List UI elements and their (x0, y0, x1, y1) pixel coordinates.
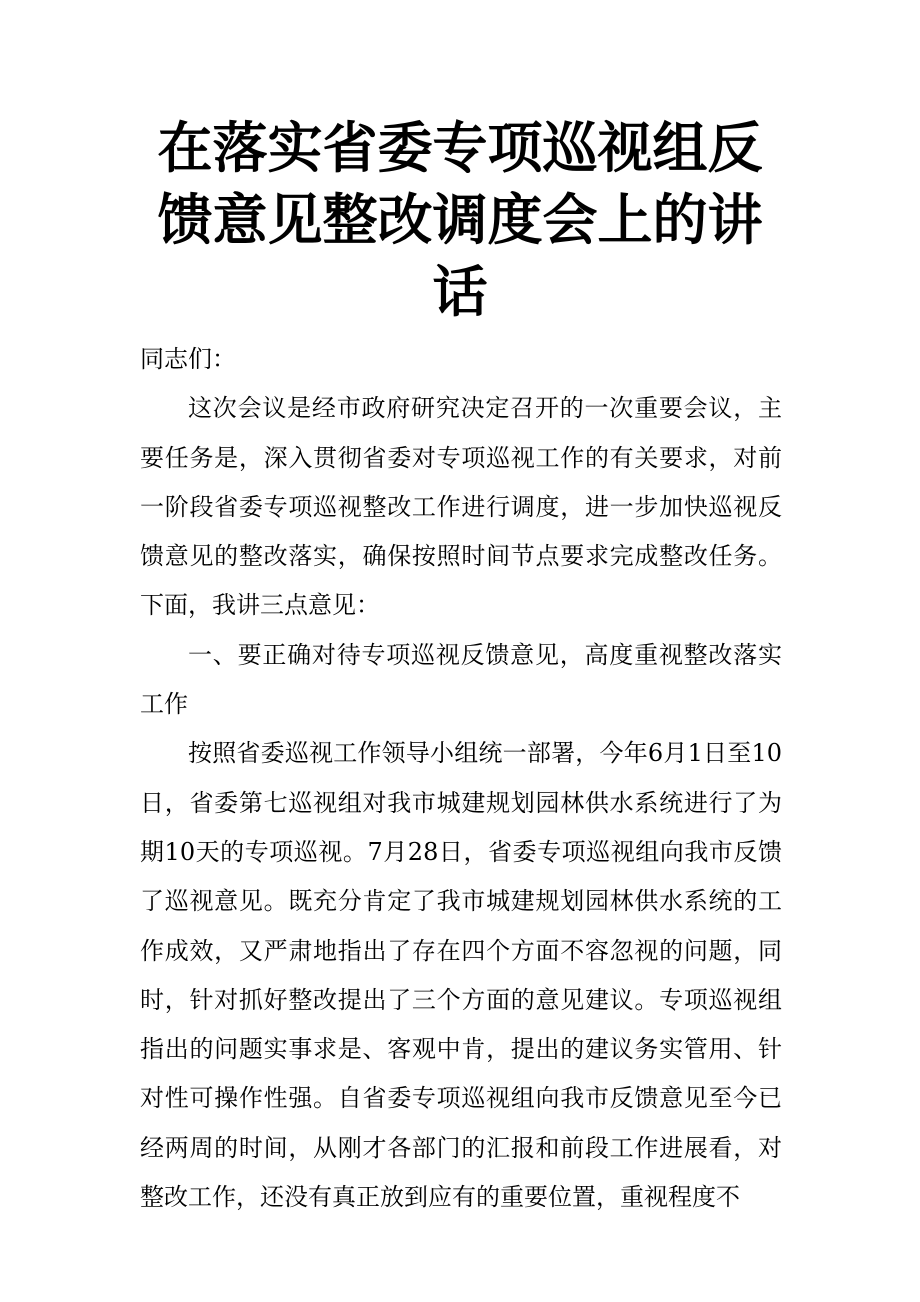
salutation: 同志们： (140, 345, 236, 373)
paragraph-intro: 这次会议是经市政府研究决定召开的一次重要会议，主要任务是，深入贯彻省委对专项巡视工作的有关要求，对前一阶段省委专项巡视整改工作进行调度，进一步加快巡视反馈意见的整改落实，确保按照时间节点要求完成整改任务。下面，我讲三点意见： (140, 394, 782, 620)
document-body (140, 335, 782, 1222)
paragraph-section-1: 按照省委巡视工作领导小组统一部署，今年6月1日至10日，省委第七巡视组对我市城建规划园林供水系统进行了为期10天的专项巡视。7月28日，省委专项巡视组向我市反馈了巡视意见。既充分肯定了我市城建规划园林供水系统的工作成效，又严肃地指出了存在四个方面不容忽视的问题，同时，针对抓好整改提出了三个方面的意见建议。专项巡视组指出的问题实事求是、客观中肯，提出的建议务实管用、针对性可操作性强。自省委专项巡视组向我市反馈意见至今已经两周的时间，从刚才各部门的汇报和前段工作进展看，对整改工作，还没有真正放到应有的重要位置，重视程度不 (140, 739, 782, 1212)
section-heading-1: 一、要正确对待专项巡视反馈意见，高度重视整改落实工作 (140, 640, 782, 719)
document-title: 在落实省委专项巡视组反馈意见整改调度会上的讲话 (157, 116, 763, 324)
